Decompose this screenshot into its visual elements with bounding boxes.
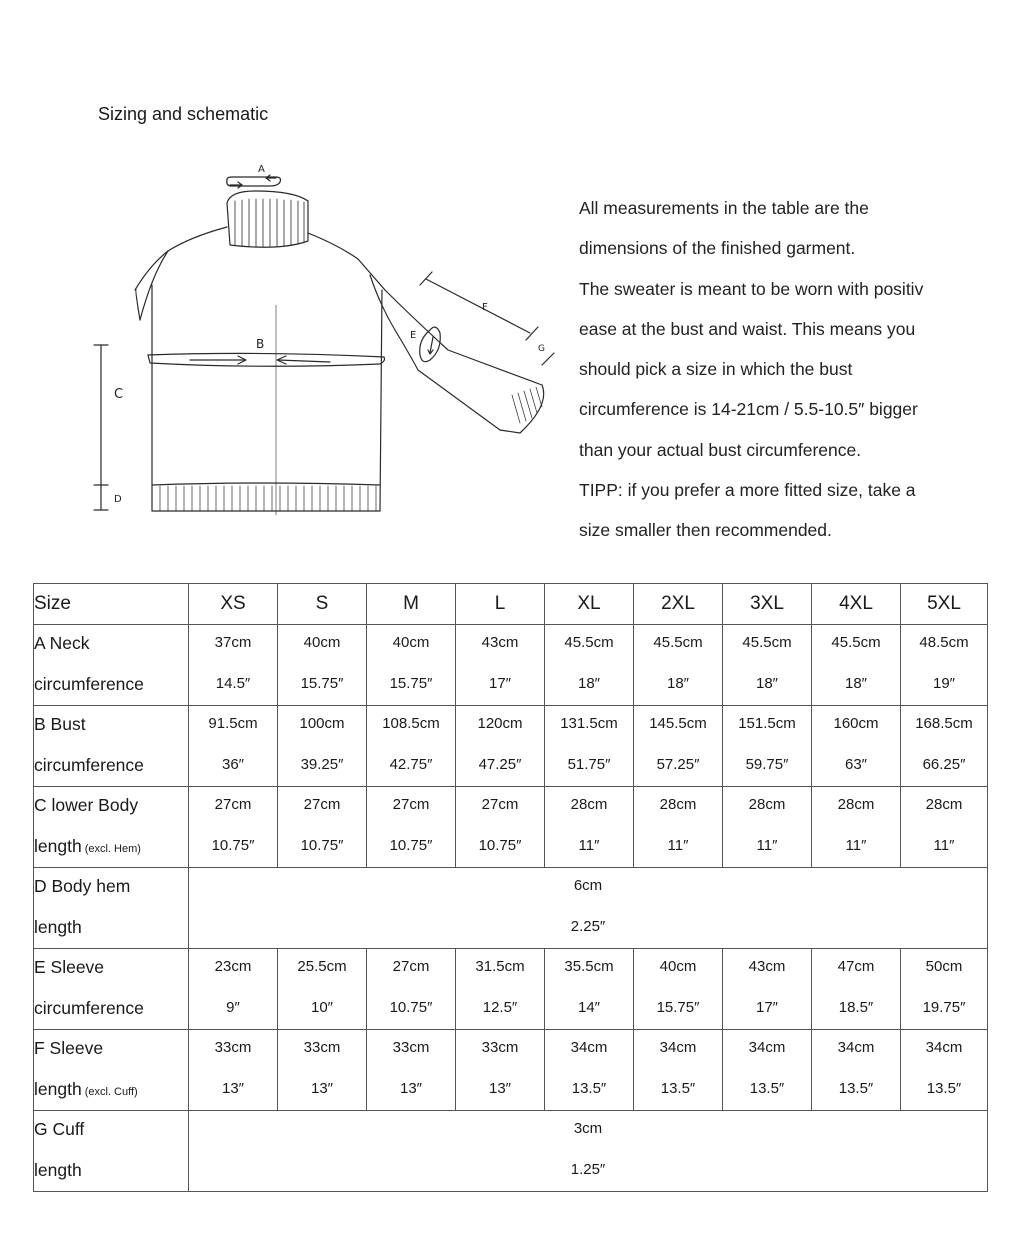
cell-inch-value: 59.75″ — [745, 756, 789, 773]
table-cell — [634, 1030, 723, 1111]
cell-cm-value: 40cm — [392, 634, 430, 651]
cell-cm-value: 160cm — [833, 715, 879, 732]
table-cell — [901, 706, 988, 787]
table-cell — [456, 1030, 545, 1111]
cell-cm-value: 50cm — [925, 958, 963, 975]
table-cell — [723, 787, 812, 868]
table-cell — [456, 787, 545, 868]
cell-inch-value: 19.75″ — [922, 999, 966, 1016]
sweater-schematic — [80, 155, 560, 530]
cell-inch-value: 10.75″ — [389, 999, 433, 1016]
cell-cm-value: 27cm — [392, 796, 430, 813]
cell-inch-value: 47.25″ — [478, 756, 522, 773]
cell-cm-value: 120cm — [477, 715, 523, 732]
cell-cm-value: 35.5cm — [564, 958, 614, 975]
cell-inch-value: 11″ — [933, 837, 955, 854]
cell-inch-value: 42.75″ — [389, 756, 433, 773]
cell-cm-value: 27cm — [481, 796, 519, 813]
table-cell — [634, 949, 723, 1030]
header-size-xl: XL — [545, 584, 634, 625]
cell-inch-value: 10.75″ — [211, 837, 255, 854]
cell-cm-value: 27cm — [392, 958, 430, 975]
schematic-label-a: A — [258, 164, 265, 175]
table-header-row — [34, 584, 988, 625]
note-line: All measurements in the table are the — [579, 198, 869, 218]
header-size-xs: XS — [189, 584, 278, 625]
cell-cm-value: 45.5cm — [742, 634, 792, 651]
cell-inch-value: 19″ — [933, 675, 955, 692]
table-cell — [278, 625, 367, 706]
table-cell — [278, 949, 367, 1030]
cell-inch-value: 10.75″ — [300, 837, 344, 854]
cell-cm-value: 27cm — [214, 796, 252, 813]
header-size-m: M — [367, 584, 456, 625]
sizing-notes — [579, 188, 1019, 551]
header-size-2xl: 2XL — [634, 584, 723, 625]
table-cell — [545, 787, 634, 868]
table-cell — [545, 706, 634, 787]
table-row — [34, 949, 988, 1030]
row-label-note: (excl. Hem) — [84, 843, 141, 855]
table-cell — [367, 706, 456, 787]
note-line: than your actual bust circumference. — [579, 439, 862, 460]
table-cell — [278, 1030, 367, 1111]
row-label — [34, 868, 189, 949]
table-cell — [545, 949, 634, 1030]
cell-cm-value: 34cm — [837, 1039, 875, 1056]
row-label-line2 — [34, 1151, 188, 1191]
schematic-label-g: G — [538, 344, 545, 354]
note-line: circumference is 14-21cm / 5.5-10.5″ bigger — [579, 399, 918, 420]
row-label — [34, 706, 189, 787]
cell-inch-value: 13.5″ — [571, 1080, 607, 1097]
row-label-line1: F Sleeve — [34, 1038, 104, 1058]
table-cell — [901, 625, 988, 706]
table-row — [34, 787, 988, 868]
table-body — [34, 625, 988, 1192]
cell-inch-value: 13″ — [311, 1080, 333, 1097]
cell-cm-value: 28cm — [570, 796, 608, 813]
cell-cm-value: 43cm — [748, 958, 786, 975]
cell-inch-value: 18″ — [667, 675, 689, 692]
row-label — [34, 949, 189, 1030]
cell-inch-value: 13″ — [222, 1080, 244, 1097]
cell-cm-value: 45.5cm — [653, 634, 703, 651]
table-cell-merged — [189, 868, 988, 949]
cell-inch-value: 10″ — [311, 999, 333, 1016]
cell-cm-value: 47cm — [837, 958, 875, 975]
table-cell — [189, 787, 278, 868]
table-cell — [545, 1030, 634, 1111]
page-title: Sizing and schematic — [98, 104, 269, 124]
table-cell — [367, 1030, 456, 1111]
table-cell — [278, 706, 367, 787]
cell-cm-value: 37cm — [214, 634, 252, 651]
table-cell — [456, 625, 545, 706]
row-label — [34, 625, 189, 706]
row-label-line2 — [34, 989, 188, 1029]
cell-inch-value: 14.5″ — [215, 675, 251, 692]
row-label-line2 — [34, 908, 188, 948]
table-cell — [901, 787, 988, 868]
cell-cm-value: 28cm — [748, 796, 786, 813]
cell-cm-value: 25.5cm — [297, 958, 347, 975]
table-cell — [634, 706, 723, 787]
row-label-text: length — [34, 917, 82, 937]
row-label-line1: A Neck — [34, 633, 90, 653]
table-cell — [189, 706, 278, 787]
row-label-text: length — [34, 1079, 82, 1099]
schematic-label-c: C — [114, 387, 124, 402]
row-label-line2 — [34, 665, 188, 705]
cell-cm-value: 151.5cm — [738, 715, 796, 732]
cell-cm-value: 40cm — [303, 634, 341, 651]
table-row — [34, 868, 988, 949]
cell-inch-value: 63″ — [845, 756, 867, 773]
table-cell — [189, 949, 278, 1030]
table-cell — [367, 949, 456, 1030]
table-cell — [634, 787, 723, 868]
cell-cm-value: 145.5cm — [649, 715, 707, 732]
cell-inch-value: 13″ — [489, 1080, 511, 1097]
table-cell — [812, 706, 901, 787]
row-label-text: circumference — [34, 674, 144, 694]
table-cell — [901, 1030, 988, 1111]
row-label-line2 — [34, 827, 188, 867]
cell-cm-value: 34cm — [748, 1039, 786, 1056]
row-label-line1: D Body hem — [34, 876, 131, 896]
cell-cm-value: 43cm — [481, 634, 519, 651]
cell-inch-value: 11″ — [578, 837, 600, 854]
header-size-4xl: 4XL — [812, 584, 901, 625]
table-cell — [812, 1030, 901, 1111]
note-line: The sweater is meant to be worn with positiv — [579, 278, 924, 299]
cell-cm-value: 34cm — [925, 1039, 963, 1056]
header-size-s: S — [278, 584, 367, 625]
cell-inch-value: 17″ — [756, 999, 778, 1016]
cell-inch-value: 15.75″ — [300, 675, 344, 692]
table-cell — [901, 949, 988, 1030]
cell-cm-value: 45.5cm — [564, 634, 614, 651]
header-size-3xl: 3XL — [723, 584, 812, 625]
cell-cm-value: 45.5cm — [831, 634, 881, 651]
note-line: size smaller then recommended. — [579, 520, 832, 541]
cell-cm-value: 108.5cm — [382, 715, 440, 732]
cell-inch-value: 15.75″ — [656, 999, 700, 1016]
note-line: should pick a size in which the bust — [579, 359, 853, 380]
table-cell — [812, 787, 901, 868]
cell-inch-value: 18″ — [845, 675, 867, 692]
schematic-label-f: F — [482, 302, 488, 313]
table-cell — [545, 625, 634, 706]
table-cell — [456, 706, 545, 787]
cell-inch-value: 10.75″ — [478, 837, 522, 854]
schematic-label-d: D — [114, 494, 122, 505]
cell-inch-value: 39.25″ — [300, 756, 344, 773]
cell-cm-value: 3cm — [573, 1120, 603, 1137]
cell-cm-value: 28cm — [925, 796, 963, 813]
cell-inch-value: 57.25″ — [656, 756, 700, 773]
cell-inch-value: 10.75″ — [389, 837, 433, 854]
cell-inch-value: 17″ — [489, 675, 511, 692]
table-row — [34, 625, 988, 706]
cell-cm-value: 34cm — [570, 1039, 608, 1056]
row-label — [34, 787, 189, 868]
cell-inch-value: 13.5″ — [660, 1080, 696, 1097]
row-label-line1: G Cuff — [34, 1119, 85, 1139]
table-cell — [278, 787, 367, 868]
cell-inch-value: 36″ — [222, 756, 244, 773]
table-cell — [634, 625, 723, 706]
cell-cm-value: 23cm — [214, 958, 252, 975]
cell-cm-value: 34cm — [659, 1039, 697, 1056]
cell-inch-value: 9″ — [226, 999, 240, 1016]
row-label-text: circumference — [34, 998, 144, 1018]
note-line: TIPP: if you prefer a more fitted size, take a — [579, 480, 916, 501]
cell-inch-value: 51.75″ — [567, 756, 611, 773]
cell-cm-value: 28cm — [837, 796, 875, 813]
row-label-line2 — [34, 746, 188, 786]
cell-cm-value: 168.5cm — [915, 715, 973, 732]
cell-cm-value: 31.5cm — [475, 958, 525, 975]
cell-inch-value: 66.25″ — [922, 756, 966, 773]
row-label-note: (excl. Cuff) — [84, 1086, 138, 1098]
table-row — [34, 1111, 988, 1192]
cell-cm-value: 33cm — [392, 1039, 430, 1056]
cell-inch-value: 18″ — [756, 675, 778, 692]
row-label-line1: E Sleeve — [34, 957, 105, 977]
cell-inch-value: 15.75″ — [389, 675, 433, 692]
cell-inch-value: 2.25″ — [570, 918, 606, 935]
row-label-text: length — [34, 836, 82, 856]
cell-inch-value: 14″ — [578, 999, 600, 1016]
cell-cm-value: 33cm — [481, 1039, 519, 1056]
cell-inch-value: 13.5″ — [926, 1080, 962, 1097]
cell-inch-value: 12.5″ — [482, 999, 518, 1016]
row-label-text: length — [34, 1160, 82, 1180]
cell-cm-value: 6cm — [573, 877, 603, 894]
table-cell — [723, 706, 812, 787]
table-row — [34, 1030, 988, 1111]
cell-cm-value: 131.5cm — [560, 715, 618, 732]
table-cell — [723, 625, 812, 706]
table-cell — [367, 625, 456, 706]
table-cell — [189, 1030, 278, 1111]
cell-cm-value: 28cm — [659, 796, 697, 813]
table-cell — [812, 949, 901, 1030]
cell-inch-value: 18″ — [578, 675, 600, 692]
cell-inch-value: 18.5″ — [838, 999, 874, 1016]
cell-inch-value: 11″ — [756, 837, 778, 854]
row-label-line2 — [34, 1070, 188, 1110]
size-table — [33, 583, 988, 1192]
table-cell-merged — [189, 1111, 988, 1192]
cell-cm-value: 27cm — [303, 796, 341, 813]
header-size-5xl: 5XL — [901, 584, 988, 625]
cell-inch-value: 13″ — [400, 1080, 422, 1097]
row-label-line1: B Bust — [34, 714, 86, 734]
row-label-line1: C lower Body — [34, 795, 139, 815]
table-cell — [456, 949, 545, 1030]
cell-inch-value: 11″ — [845, 837, 867, 854]
cell-inch-value: 1.25″ — [570, 1161, 606, 1178]
note-line: dimensions of the finished garment. — [579, 238, 856, 259]
cell-inch-value: 13.5″ — [749, 1080, 785, 1097]
cell-inch-value: 13.5″ — [838, 1080, 874, 1097]
table-row — [34, 706, 988, 787]
cell-cm-value: 48.5cm — [919, 634, 969, 651]
cell-inch-value: 11″ — [667, 837, 689, 854]
table-cell — [367, 787, 456, 868]
row-label-text: circumference — [34, 755, 144, 775]
schematic-label-e: E — [410, 330, 417, 341]
header-size-label: Size — [34, 584, 189, 625]
cell-cm-value: 91.5cm — [208, 715, 258, 732]
note-line: ease at the bust and waist. This means you — [579, 318, 916, 339]
header-size-l: L — [456, 584, 545, 625]
cell-cm-value: 33cm — [214, 1039, 252, 1056]
schematic-label-b: B — [256, 337, 265, 351]
table-cell — [189, 625, 278, 706]
table-cell — [723, 1030, 812, 1111]
row-label — [34, 1030, 189, 1111]
cell-cm-value: 33cm — [303, 1039, 341, 1056]
table-cell — [812, 625, 901, 706]
cell-cm-value: 40cm — [659, 958, 697, 975]
table-cell — [723, 949, 812, 1030]
cell-cm-value: 100cm — [299, 715, 345, 732]
row-label — [34, 1111, 189, 1192]
